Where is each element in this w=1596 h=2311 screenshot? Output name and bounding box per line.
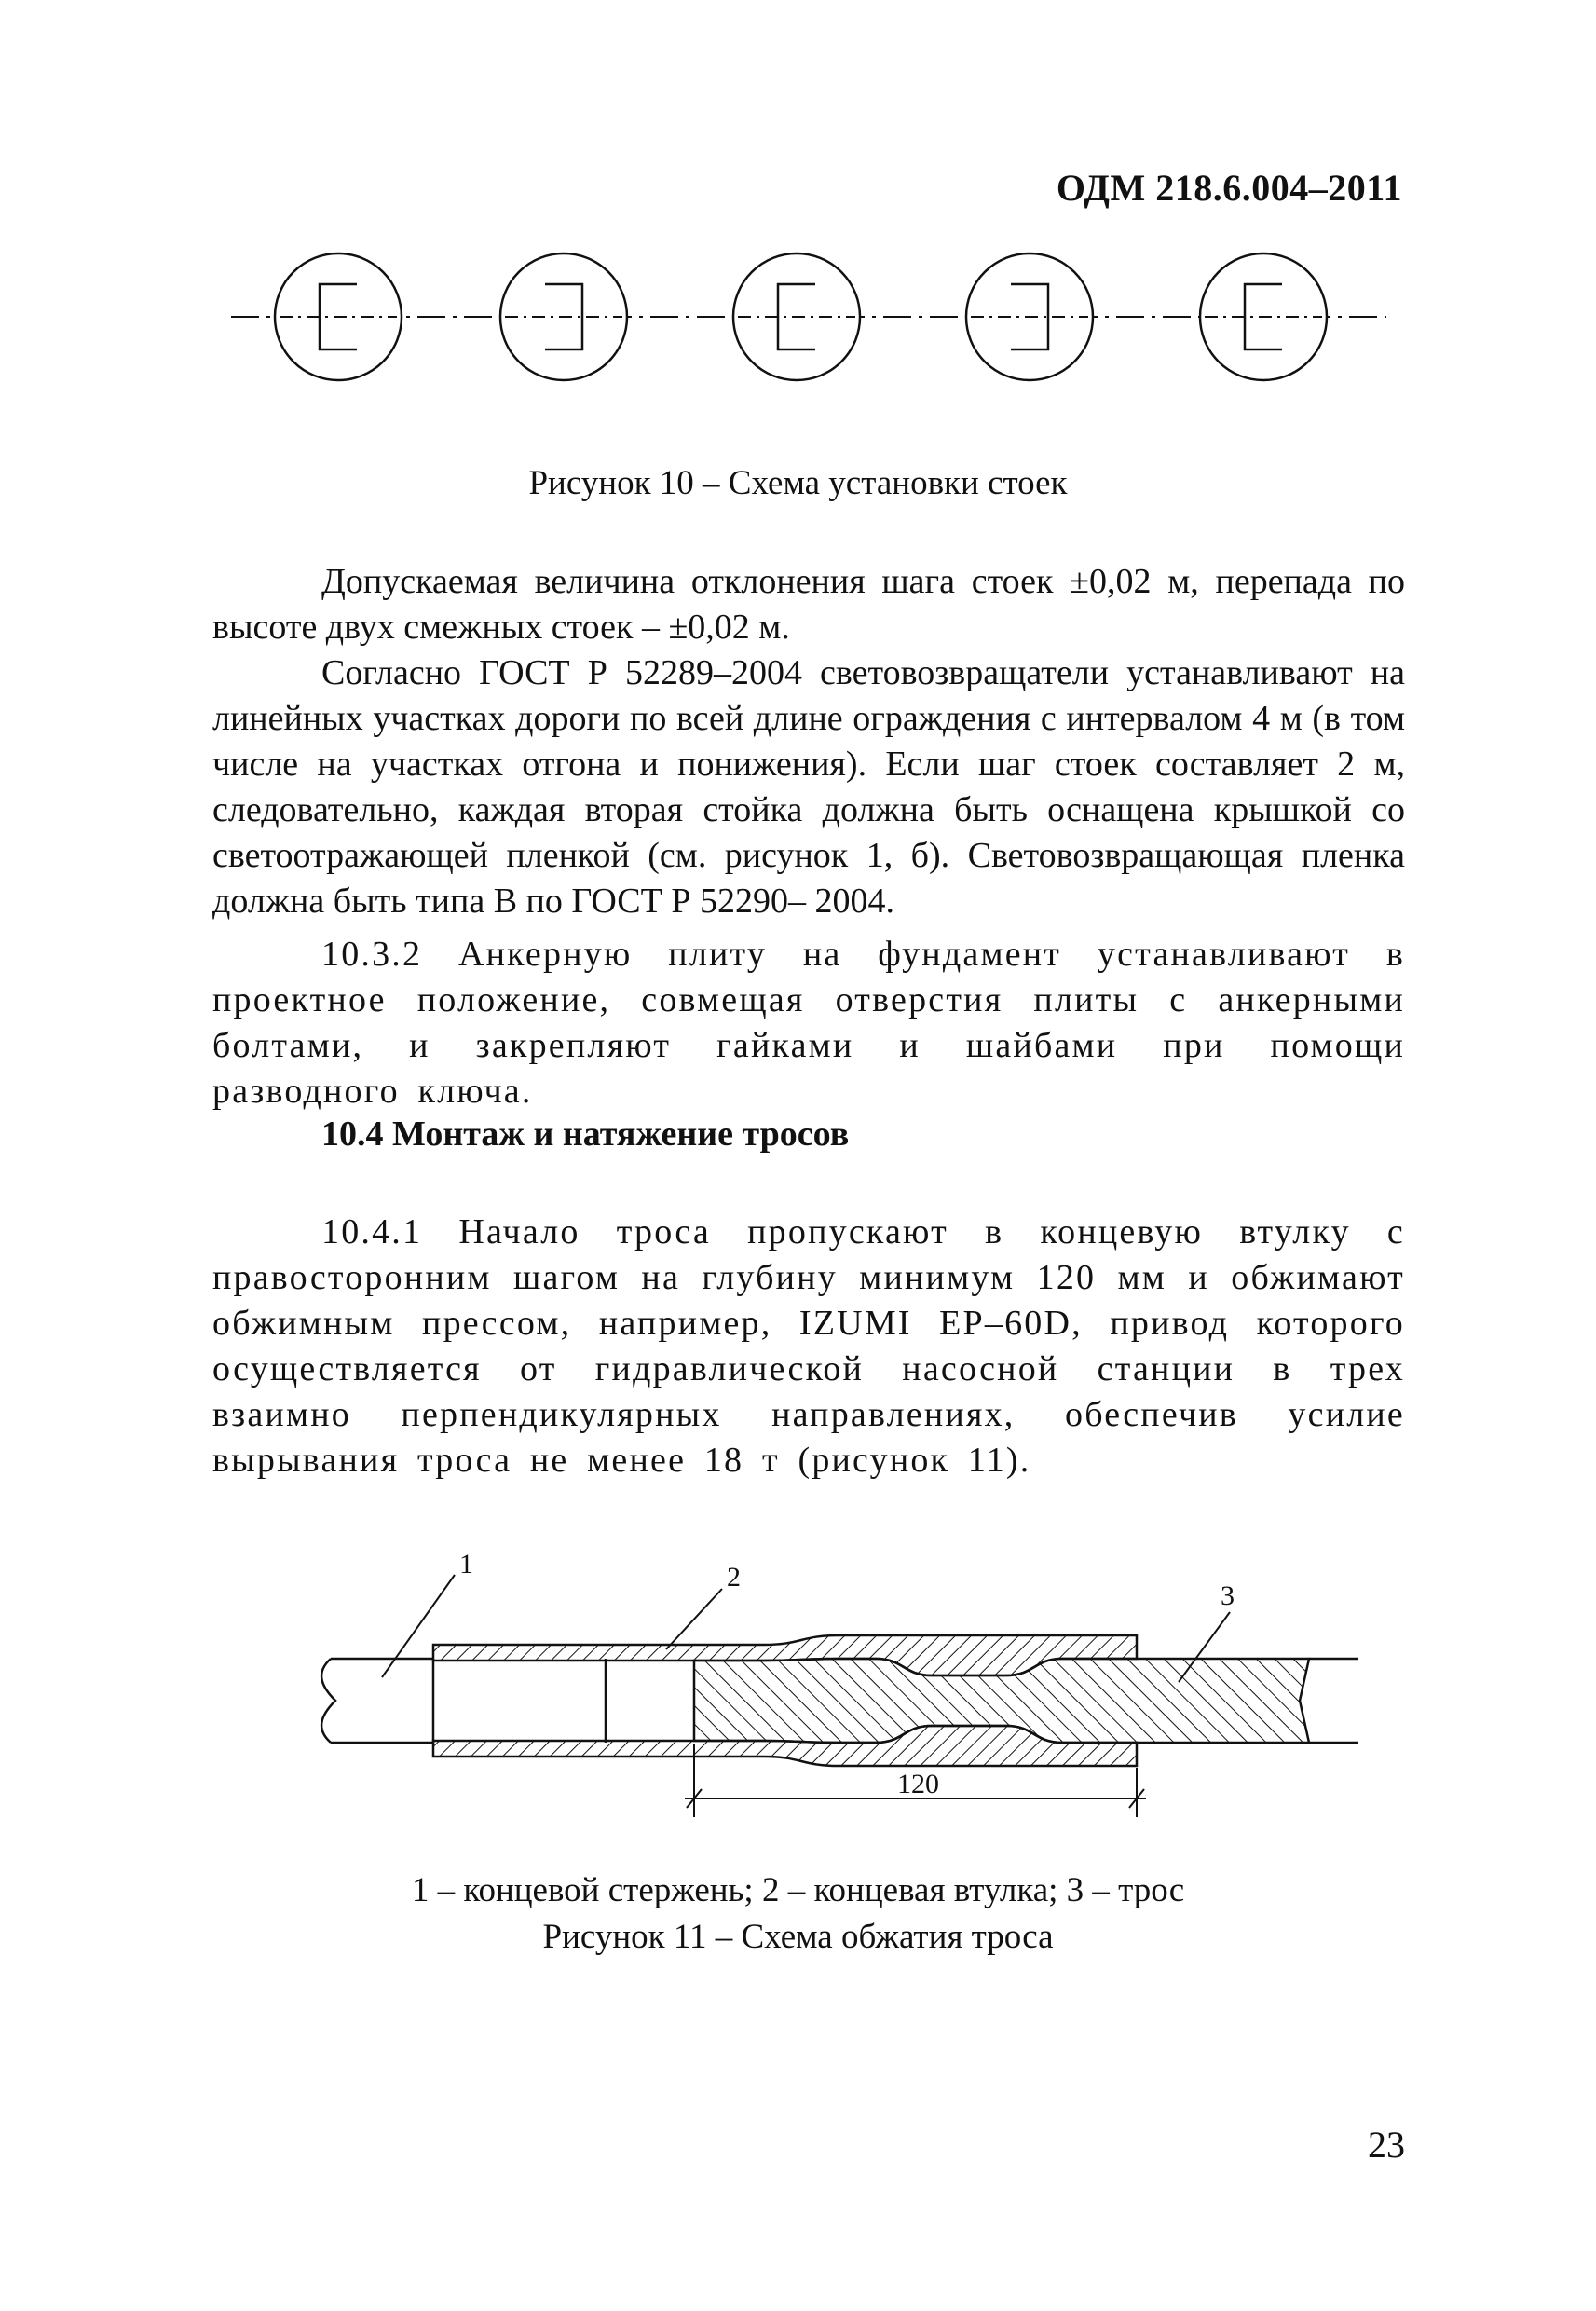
leader-line-2 — [666, 1589, 722, 1649]
label-3: 3 — [1221, 1580, 1235, 1611]
figure-10-caption: Рисунок 10 – Схема установки стоек — [528, 464, 1068, 502]
dimension-label: 120 — [897, 1769, 939, 1799]
figure-11-legend: 1 – концевой стержень; 2 – концевая втулка; 3 – трос — [411, 1871, 1185, 1909]
paragraph-cable-crimping: 10.4.1 Начало троса пропускают в концевую втулку с правосторонним шагом на глубину минимум 120 мм и обжимают обжимным прессом, например, IZUMI EP–60D, привод которого осуществляется от гидравлической насосной станции в трех взаимно перпендикулярных направлениях, обеспечив усилие вырывания троса не менее 18 т (рисунок 11). — [212, 1212, 1405, 1480]
page-number: 23 — [1368, 2124, 1405, 2166]
document-code: ОДМ 218.6.004–2011 — [1056, 167, 1402, 209]
post-circle-4 — [966, 253, 1093, 380]
figure-11-crimping-scheme — [0, 1547, 1596, 1826]
figure-11-caption: Рисунок 11 – Схема обжатия троса — [542, 1918, 1054, 1956]
end-rod — [321, 1659, 606, 1743]
post-circle-3 — [733, 253, 860, 380]
section-title-cable-mounting: 10.4 Монтаж и натяжение тросов — [321, 1114, 850, 1154]
paragraph-tolerance: Допускаемая величина отклонения шага стоек ±0,02 м, перепада по высоте двух смежных стоек – ±0,02 м. — [212, 562, 1405, 647]
leader-line-1 — [382, 1575, 455, 1677]
post-circle-1 — [275, 253, 402, 380]
label-2: 2 — [727, 1562, 741, 1593]
label-1: 1 — [459, 1549, 473, 1579]
paragraph-anchor-plate: 10.3.2 Анкерную плиту на фундамент устанавливают в проектное положение, совмещая отверстия плиты с анкерными болтами, и закрепляют гайками и шайбами при помощи разводного ключа. — [212, 935, 1405, 1111]
post-circle-2 — [500, 253, 627, 380]
cable — [694, 1659, 1358, 1743]
post-circle-5 — [1200, 253, 1327, 380]
figure-10-posts-scheme — [0, 252, 1596, 401]
paragraph-reflectors: Согласно ГОСТ Р 52289–2004 световозвращатели устанавливают на линейных участках дороги по всей длине ограждения с интервалом 4 м (в том числе на участках отгона и понижения). Если шаг стоек составляет 2 м, следовательно, каждая вторая стойка должна быть оснащена крышкой со светоотражающей пленкой (см. рисунок 1, б). Световозвращающая пленка должна быть типа В по ГОСТ Р 52290– 2004. — [212, 653, 1405, 921]
